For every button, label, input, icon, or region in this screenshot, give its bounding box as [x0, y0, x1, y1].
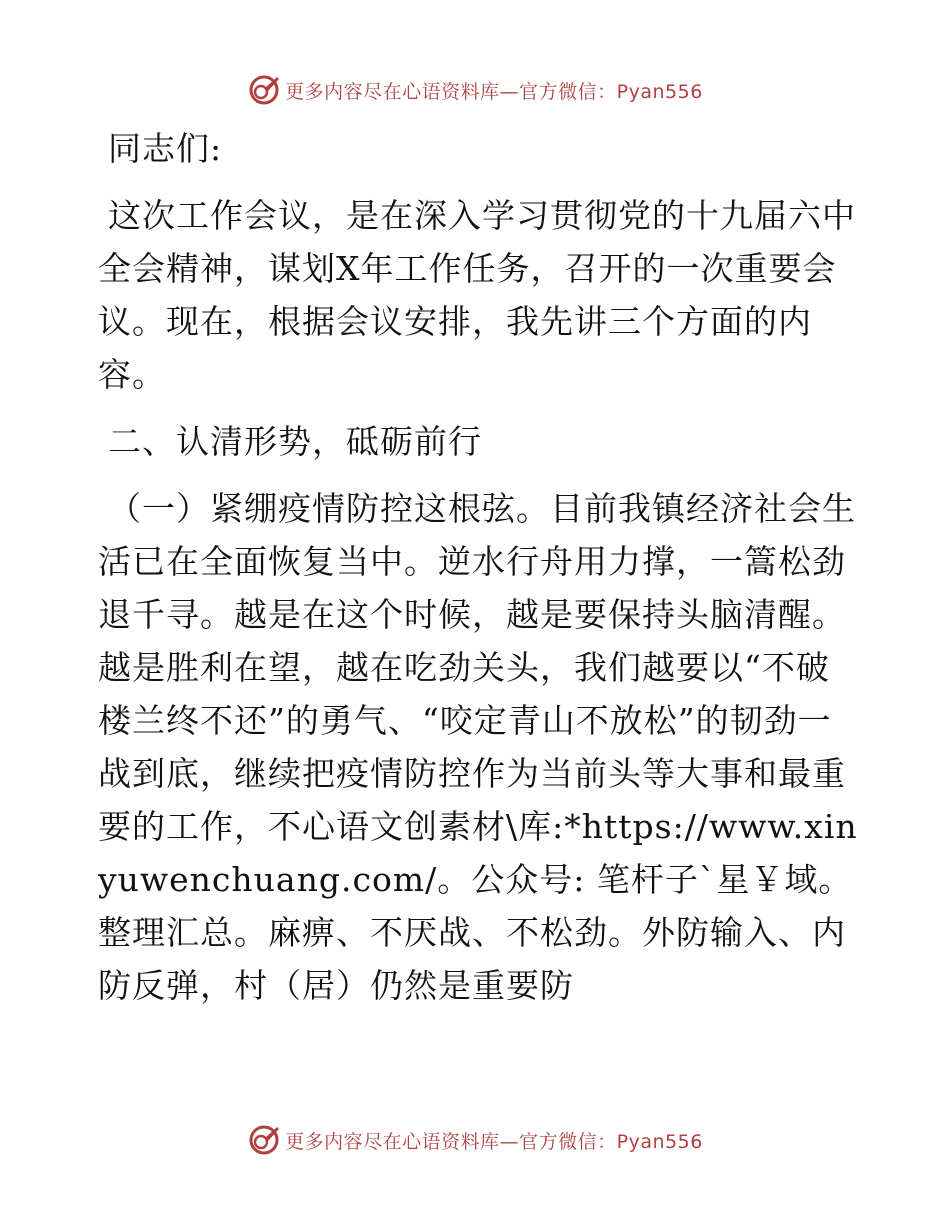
pen-logo-icon — [247, 1123, 281, 1157]
section-heading: 二、认清形势，砥砺前行 — [108, 422, 482, 461]
salutation: 同志们: — [108, 129, 223, 168]
header-banner — [0, 70, 950, 110]
paragraph-2: （一）紧绷疫情防控这根弦。目前我镇经济社会生活已在全面恢复当中。逆水行舟用力撑，一篙松劲退千寻。越是在这个时候，越是要保持头脑清醒。越是胜利在望，越在吃劲关头，我们越要以“不破楼兰终不还”的勇气、“咬定青山不放松”的韧劲一战到底，继续把疫情防控作为当前头等大事和最重要的工作，不心语文创素材\库:*https://www.xinyuwenchuang.com/。公众号: 笔杆子`星￥域。整理汇总。麻痹、不厌战、不松劲。外防输入、内防反弹，村（居）仍然是重要防 — [98, 489, 858, 1005]
footer-banner — [0, 1120, 950, 1160]
document-body — [98, 122, 858, 1012]
pen-logo-icon — [247, 73, 281, 107]
header-banner-text: 更多内容尽在心语资料库—官方微信：Pyan556 — [285, 80, 703, 103]
footer-banner-text: 更多内容尽在心语资料库—官方微信：Pyan556 — [285, 1130, 703, 1153]
paragraph-1: 这次工作会议，是在深入学习贯彻党的十九届六中全会精神，谋划X年工作任务，召开的一次重要会议。现在，根据会议安排，我先讲三个方面的内容。 — [98, 196, 856, 394]
